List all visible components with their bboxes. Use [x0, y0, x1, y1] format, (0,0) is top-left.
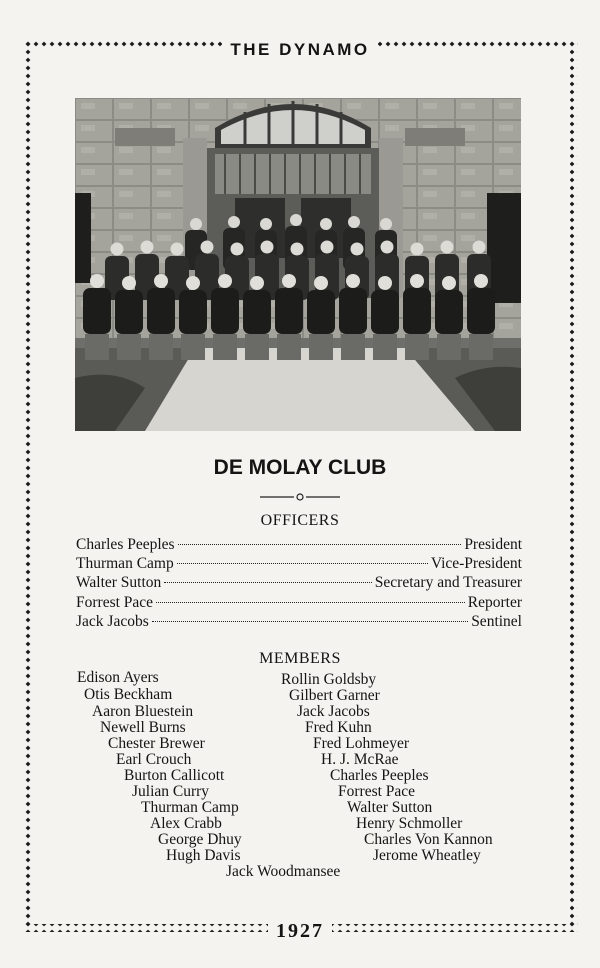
dot-leader: [178, 544, 462, 545]
member-name: Fred Lohmeyer: [313, 735, 409, 752]
members-heading: MEMBERS: [259, 650, 341, 667]
member-name: Newell Burns: [100, 719, 186, 736]
officer-role: President: [464, 536, 522, 553]
officer-role: Sentinel: [471, 612, 522, 630]
officer-name: Forrest Pace: [76, 593, 154, 611]
officer-row: [76, 536, 522, 555]
member-name: Chester Brewer: [108, 735, 205, 752]
officer-role: Vice-President: [430, 555, 522, 573]
officer-row: [76, 555, 522, 574]
running-head: THE DYNAMO: [0, 40, 600, 60]
officers-list: [76, 536, 522, 632]
dot-leader: [177, 563, 428, 564]
member-name: Edison Ayers: [77, 669, 159, 686]
member-name: Jack Woodmansee: [226, 863, 341, 880]
dot-leader: [164, 582, 372, 583]
member-name: Walter Sutton: [347, 799, 433, 816]
member-name: Burton Callicott: [124, 767, 225, 784]
dot-leader: [152, 621, 468, 622]
officer-role: Secretary and Treasurer: [374, 574, 522, 592]
member-name: Gilbert Garner: [289, 687, 380, 704]
page-number: 1927: [0, 920, 600, 943]
member-name: Julian Curry: [132, 783, 210, 800]
member-name: Alex Crabb: [150, 815, 222, 832]
member-name: Hugh Davis: [166, 847, 241, 864]
officers-heading: OFFICERS: [260, 512, 340, 529]
member-name: Henry Schmoller: [356, 815, 463, 832]
member-name: Thurman Camp: [141, 799, 239, 816]
officer-name: Thurman Camp: [76, 555, 174, 573]
member-name: Jack Jacobs: [297, 703, 370, 720]
officer-name: Charles Peeples: [76, 536, 175, 553]
officer-name: Walter Sutton: [76, 574, 162, 592]
member-name: Rollin Goldsby: [281, 671, 377, 688]
member-name: Fred Kuhn: [305, 719, 372, 736]
title-ornament: [260, 488, 340, 502]
member-name: Charles Peeples: [330, 767, 429, 784]
officer-row: [76, 594, 522, 613]
officer-row: [76, 574, 522, 593]
dot-leader: [156, 602, 465, 603]
member-name: H. J. McRae: [321, 751, 399, 768]
officer-row: [76, 613, 522, 632]
member-name: Forrest Pace: [338, 783, 416, 800]
club-group-photo: [75, 98, 521, 431]
member-name: Otis Beckham: [84, 686, 173, 703]
member-name: Charles Von Kannon: [364, 831, 493, 848]
officer-name: Jack Jacobs: [76, 612, 149, 630]
member-name: Jerome Wheatley: [373, 847, 481, 864]
club-title: DE MOLAY CLUB: [213, 456, 387, 479]
officer-role: Reporter: [467, 593, 522, 611]
member-name: Aaron Bluestein: [92, 703, 194, 720]
member-name: Earl Crouch: [116, 751, 192, 768]
member-name: George Dhuy: [158, 831, 242, 848]
